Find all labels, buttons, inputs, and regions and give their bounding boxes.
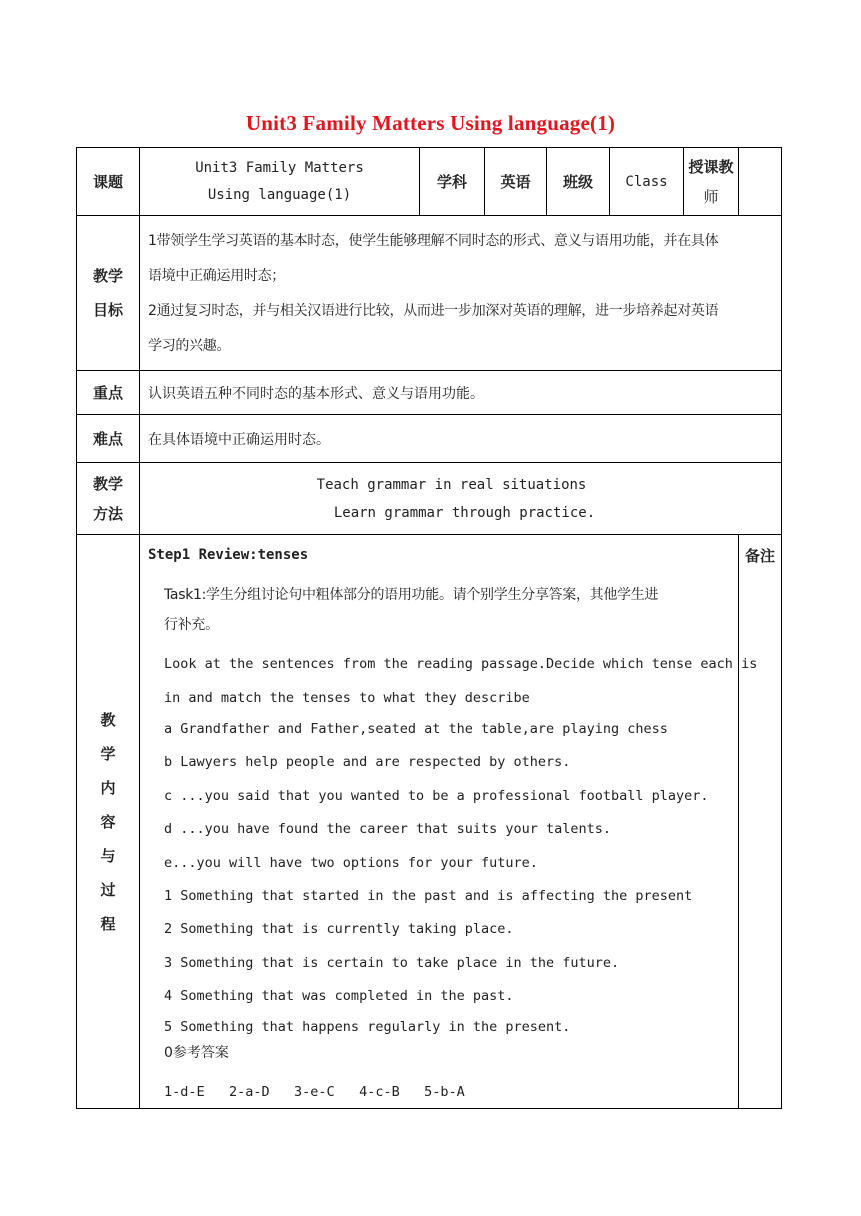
key-points-row [77, 371, 782, 415]
objectives-content [140, 216, 782, 371]
class-value: Class [610, 148, 684, 216]
process-label-char: 与 [100, 846, 116, 865]
process-label-char: 教 [100, 710, 116, 729]
objectives-label [77, 216, 140, 371]
list-item: a Grandfather and Father,seated at the table,are playing chess [164, 721, 668, 737]
topic-line-2: Using language(1) [207, 186, 352, 203]
objectives-label-line-1: 教学 [92, 267, 123, 285]
step1-heading: Step1 Review:tenses [148, 547, 309, 563]
key-points-label: 重点 [77, 371, 140, 415]
instruction-line-1: Look at the sentences from the reading passage.Decide which tense each is [164, 656, 758, 672]
process-label-char: 容 [100, 812, 116, 831]
topic-value [140, 148, 420, 216]
process-label-char: 内 [100, 778, 116, 797]
subject-value: 英语 [485, 148, 547, 216]
objective-2-line-2: 学习的兴趣。 [148, 338, 231, 354]
description-5: 5 Something that happens regularly in the present. [164, 1019, 571, 1035]
process-label-char: 过 [100, 880, 116, 899]
topic-label: 课题 [77, 148, 140, 216]
subject-label: 学科 [420, 148, 485, 216]
header-row [77, 148, 782, 216]
difficulties-row [77, 415, 782, 463]
objective-2-line-1: 2通过复习时态，并与相关汉语进行比较，从而进一步加深对英语的理解，进一步培养起对英语 [148, 303, 719, 319]
methods-label-line-2: 方法 [92, 504, 123, 523]
method-line-1: Teach grammar in real situations [316, 476, 587, 493]
sentence-list [164, 713, 709, 1014]
task1-line-2: 行补充。 [164, 617, 219, 633]
instruction-line-2: in and match the tenses to what they describe [164, 690, 530, 706]
instruction-text [164, 647, 757, 715]
lesson-plan-table [76, 147, 782, 1109]
objectives-row [77, 216, 782, 371]
objective-1-line-1: 1带领学生学习英语的基本时态，使学生能够理解不同时态的形式、意义与语用功能，并在具体 [148, 233, 719, 249]
teacher-value [739, 148, 782, 216]
teacher-label-line-1: 授课教 [688, 157, 734, 176]
list-item: b Lawyers help people and are respected by others. [164, 754, 571, 771]
process-label [77, 535, 140, 1109]
document-title: Unit3 Family Matters Using language(1) [245, 111, 616, 135]
list-item: 1 Something that started in the past and is affecting the present [164, 888, 693, 905]
task1-line-1: Task1:学生分组讨论句中粗体部分的语用功能。请个别学生分享答案，其他学生进 [164, 587, 659, 603]
methods-row [77, 463, 782, 535]
notes-label: 备注 [739, 535, 782, 1109]
list-item: 3 Something that is certain to take place in the future. [164, 954, 620, 971]
methods-content [140, 463, 782, 535]
list-item: 2 Something that is currently taking place. [164, 921, 514, 938]
teacher-label-line-2: 师 [703, 187, 719, 206]
topic-line-1: Unit3 Family Matters [195, 159, 364, 176]
list-item: 4 Something that was completed in the past. [164, 988, 514, 1005]
list-item: c ...you said that you wanted to be a professional football player. [164, 787, 709, 804]
teacher-label [684, 148, 739, 216]
answers: 1-d-E 2-a-D 3-e-C 4-c-B 5-b-A [164, 1084, 465, 1100]
task1-text [164, 580, 658, 640]
difficulties-text: 在具体语境中正确运用时态。 [140, 415, 782, 463]
process-content [140, 535, 758, 1109]
process-row [77, 535, 782, 1109]
method-line-2: Learn grammar through practice. [333, 504, 596, 521]
objective-1-line-2: 语境中正确运用时态； [148, 268, 285, 284]
key-points-text: 认识英语五种不同时态的基本形式、意义与语用功能。 [140, 371, 782, 415]
class-label: 班级 [547, 148, 610, 216]
objectives-label-line-2: 目标 [92, 301, 123, 319]
list-item: e...you will have two options for your future. [164, 854, 538, 871]
list-item: d ...you have found the career that suits your talents. [164, 821, 612, 838]
difficulties-label: 难点 [77, 415, 140, 463]
answer-label: 0参考答案 [164, 1045, 229, 1061]
process-label-char: 程 [100, 914, 116, 933]
methods-label-line-1: 教学 [92, 474, 123, 493]
process-label-char: 学 [100, 744, 116, 763]
